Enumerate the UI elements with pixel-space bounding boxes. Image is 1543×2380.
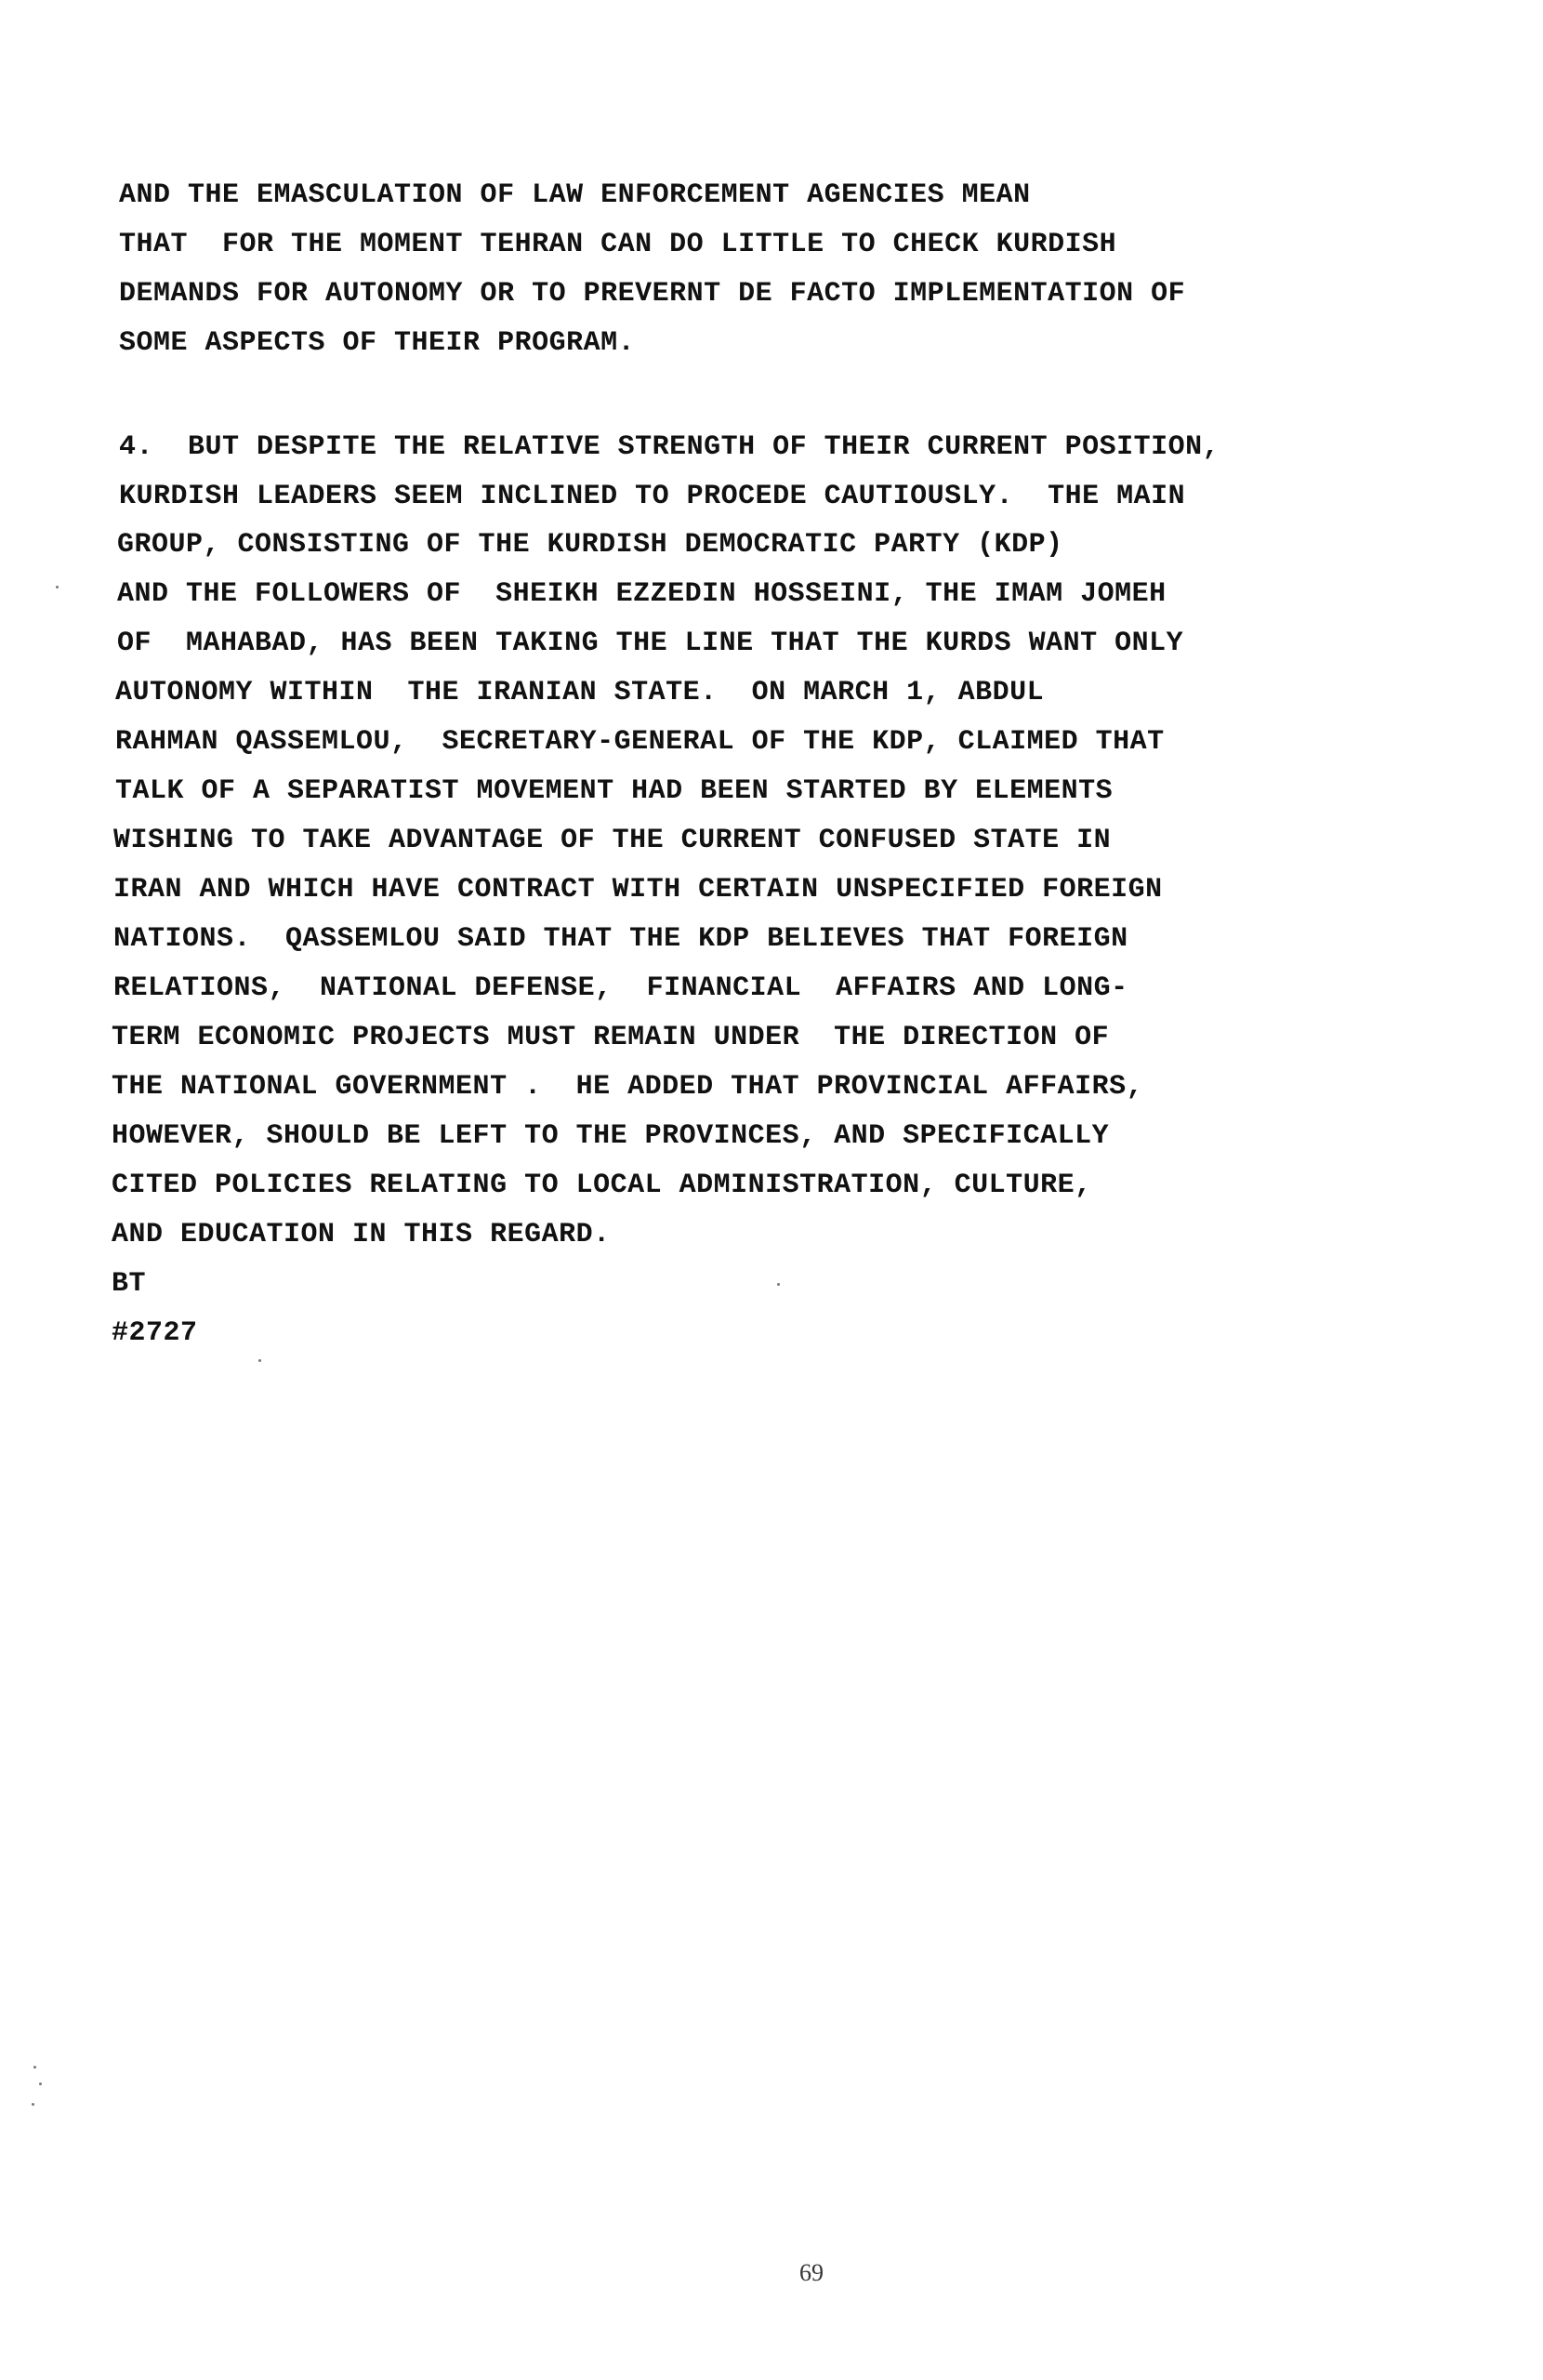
text-line: AND THE EMASCULATION OF LAW ENFORCEMENT AGENCIES MEAN	[119, 179, 1031, 211]
text-line: THAT FOR THE MOMENT TEHRAN CAN DO LITTLE TO CHECK KURDISH	[119, 229, 1117, 260]
text-line: KURDISH LEADERS SEEM INCLINED TO PROCEDE CAUTIOUSLY. THE MAIN	[119, 481, 1186, 512]
text-line: DEMANDS FOR AUTONOMY OR TO PREVERNT DE FACTO IMPLEMENTATION OF	[119, 278, 1186, 310]
scan-speck	[39, 2082, 42, 2085]
text-line: GROUP, CONSISTING OF THE KURDISH DEMOCRATIC PARTY (KDP)	[117, 529, 1063, 561]
text-line: 4. BUT DESPITE THE RELATIVE STRENGTH OF THEIR CURRENT POSITION,	[119, 431, 1220, 463]
text-line: AND EDUCATION IN THIS REGARD.	[112, 1219, 611, 1250]
text-line: RELATIONS, NATIONAL DEFENSE, FINANCIAL AFFAIRS AND LONG-	[113, 972, 1128, 1004]
text-line: OF MAHABAD, HAS BEEN TAKING THE LINE THAT THE KURDS WANT ONLY	[117, 628, 1184, 659]
scan-speck	[258, 1359, 261, 1362]
text-line: CITED POLICIES RELATING TO LOCAL ADMINISTRATION, CULTURE,	[112, 1170, 1092, 1201]
scan-speck	[777, 1283, 780, 1286]
text-line: NATIONS. QASSEMLOU SAID THAT THE KDP BELIEVES THAT FOREIGN	[113, 923, 1128, 955]
message-number: #2727	[112, 1317, 198, 1349]
text-line: TALK OF A SEPARATIST MOVEMENT HAD BEEN STARTED BY ELEMENTS	[115, 775, 1114, 807]
scan-speck	[33, 2066, 36, 2069]
text-line: HOWEVER, SHOULD BE LEFT TO THE PROVINCES, AND SPECIFICALLY	[112, 1120, 1110, 1152]
scan-speck	[32, 2103, 34, 2106]
text-line: RAHMAN QASSEMLOU, SECRETARY-GENERAL OF THE KDP, CLAIMED THAT	[115, 726, 1165, 758]
text-line: IRAN AND WHICH HAVE CONTRACT WITH CERTAIN UNSPECIFIED FOREIGN	[113, 874, 1163, 906]
scan-speck	[56, 586, 59, 588]
page-number: 69	[799, 2259, 824, 2286]
text-line: AUTONOMY WITHIN THE IRANIAN STATE. ON MARCH 1, ABDUL	[115, 677, 1045, 708]
text-line: THE NATIONAL GOVERNMENT . HE ADDED THAT PROVINCIAL AFFAIRS,	[112, 1071, 1144, 1103]
end-marker: BT	[112, 1268, 147, 1300]
text-line: WISHING TO TAKE ADVANTAGE OF THE CURRENT CONFUSED STATE IN	[113, 825, 1112, 856]
text-line: TERM ECONOMIC PROJECTS MUST REMAIN UNDER THE DIRECTION OF	[112, 1022, 1110, 1053]
text-line: AND THE FOLLOWERS OF SHEIKH EZZEDIN HOSSEINI, THE IMAM JOMEH	[117, 578, 1167, 610]
text-line: SOME ASPECTS OF THEIR PROGRAM.	[119, 327, 636, 359]
